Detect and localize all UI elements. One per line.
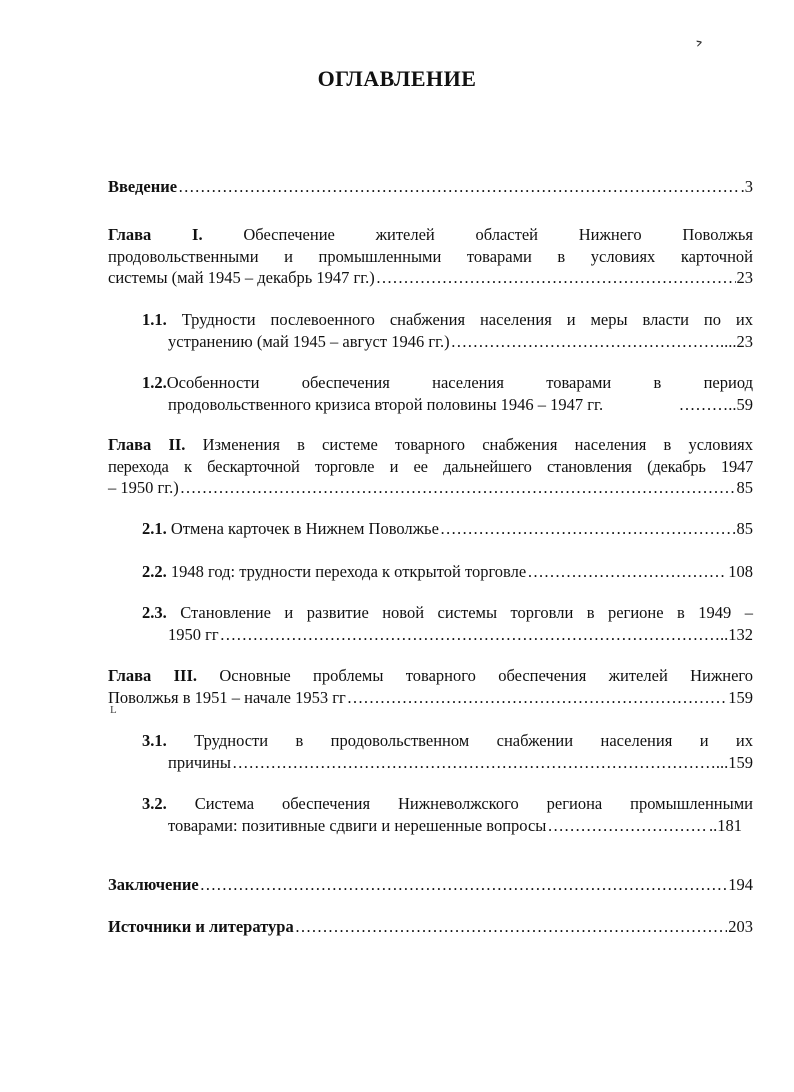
- toc-entry-section-2-3[interactable]: [142, 602, 753, 645]
- chapter-1-text-end: системы (май 1945 – декабрь 1947 гг.): [108, 268, 375, 287]
- section-2-1-page: 85: [736, 519, 753, 538]
- section-3-2-number: 3.2.: [142, 794, 167, 813]
- section-3-2-text: Система обеспечения Нижневолжского региона промышленными: [194, 794, 753, 813]
- toc-entry-chapter-2[interactable]: [108, 434, 753, 499]
- section-3-1-text: Трудности в продовольственном снабжении населения и их: [194, 731, 753, 750]
- handwritten-mark: ˃: [690, 37, 708, 63]
- dot-leader: [451, 331, 719, 353]
- section-2-2-page: 108: [728, 562, 753, 581]
- toc-intro-label: Введение: [108, 177, 178, 196]
- dot-leader: [220, 624, 719, 646]
- section-2-3-page: ..132: [720, 624, 753, 644]
- chapter-3-label: Глава III.: [108, 666, 198, 685]
- section-2-1-text: Отмена карточек в Нижнем Поволжье: [170, 519, 439, 538]
- dot-leader: [440, 518, 736, 540]
- toc-entry-section-3-1[interactable]: [142, 730, 753, 773]
- toc-entry-section-1-2[interactable]: [142, 372, 753, 415]
- section-1-2-text-end: продовольственного кризиса второй половины 1946 – 1947 гг.: [168, 394, 604, 414]
- chapter-3-text-end: Поволжья в 1951 – начале 1953 гг: [108, 687, 346, 707]
- dot-leader: [178, 176, 740, 198]
- dot-leader: [376, 267, 736, 289]
- section-2-3-text: Становление и развитие новой системы торговли в регионе в 1949 –: [180, 603, 753, 622]
- section-2-1-number: 2.1.: [142, 519, 167, 538]
- section-1-1-page: ....23: [720, 331, 753, 351]
- dot-leader: [527, 561, 727, 583]
- dot-leader: [180, 477, 736, 499]
- section-2-3-text-end: 1950 гг: [168, 624, 219, 644]
- toc-entry-chapter-3[interactable]: [108, 665, 753, 708]
- page-title: ОГЛАВЛЕНИЕ: [317, 66, 477, 91]
- toc-entry-section-3-2[interactable]: [142, 793, 753, 836]
- dot-leader: [347, 687, 727, 709]
- dot-leader: [232, 752, 715, 774]
- section-3-1-page: ...159: [715, 752, 753, 772]
- section-3-2-text-end: товарами: позитивные сдвиги и нерешенные вопросы: [168, 815, 547, 835]
- chapter-2-label: Глава II.: [108, 435, 186, 454]
- dot-leader: [295, 916, 728, 938]
- dot-leader: [200, 874, 728, 896]
- section-1-2-text: Особенности обеспечения населения товарами в период: [166, 373, 753, 392]
- sources-label: Источники и литература: [108, 917, 294, 936]
- chapter-3-text: Основные проблемы товарного обеспечения жителей Нижнего: [219, 666, 754, 685]
- conclusion-label: Заключение: [108, 875, 199, 894]
- toc-entry-chapter-1[interactable]: [108, 224, 753, 289]
- toc-entry-section-2-2[interactable]: [142, 561, 753, 583]
- chapter-3-page: 159: [728, 687, 753, 707]
- section-1-2-page: ………..59: [678, 394, 753, 414]
- section-2-3-number: 2.3.: [142, 603, 167, 622]
- chapter-1-label: Глава I.: [108, 225, 203, 244]
- chapter-1-page: 23: [736, 268, 753, 287]
- toc-entry-section-1-1[interactable]: [142, 309, 753, 352]
- conclusion-page: 194: [728, 875, 753, 894]
- chapter-2-page: 85: [736, 478, 753, 497]
- section-2-2-number: 2.2.: [142, 562, 167, 581]
- section-3-1-number: 3.1.: [142, 731, 167, 750]
- chapter-1-text: Обеспечение жителей областей Нижнего Поволжья: [243, 225, 753, 244]
- toc-entry-section-2-1[interactable]: [142, 518, 753, 540]
- section-1-1-text-end: устранению (май 1945 – август 1946 гг.): [168, 331, 450, 351]
- section-1-1-text: Трудности послевоенного снабжения населения и меры власти по их: [181, 310, 754, 329]
- sources-page: 203: [728, 917, 753, 936]
- chapter-2-text: Изменения в системе товарного снабжения населения в условиях: [202, 435, 753, 454]
- chapter-2-text-cont: перехода к бескарточной торговле и ее дальнейшего становления (декабрь 1947: [108, 456, 753, 476]
- chapter-2-text-end: – 1950 гг.): [108, 478, 179, 497]
- toc-entry-sources[interactable]: [108, 916, 753, 938]
- toc-intro-page: .3: [740, 177, 753, 196]
- section-1-1-number: 1.1.: [142, 310, 167, 329]
- section-2-2-text: 1948 год: трудности перехода к открытой торговле: [170, 562, 527, 581]
- section-3-1-text-end: причины: [168, 752, 231, 772]
- chapter-1-text-cont: продовольственными и промышленными товарами в условиях карточной: [108, 246, 753, 266]
- section-3-2-page: ..181: [709, 815, 742, 835]
- dot-leader: [547, 815, 708, 837]
- toc-entry-conclusion[interactable]: [108, 874, 753, 896]
- stray-mark: L: [110, 704, 117, 716]
- section-1-2-number: 1.2.: [142, 373, 167, 392]
- toc-entry-intro[interactable]: [108, 176, 753, 198]
